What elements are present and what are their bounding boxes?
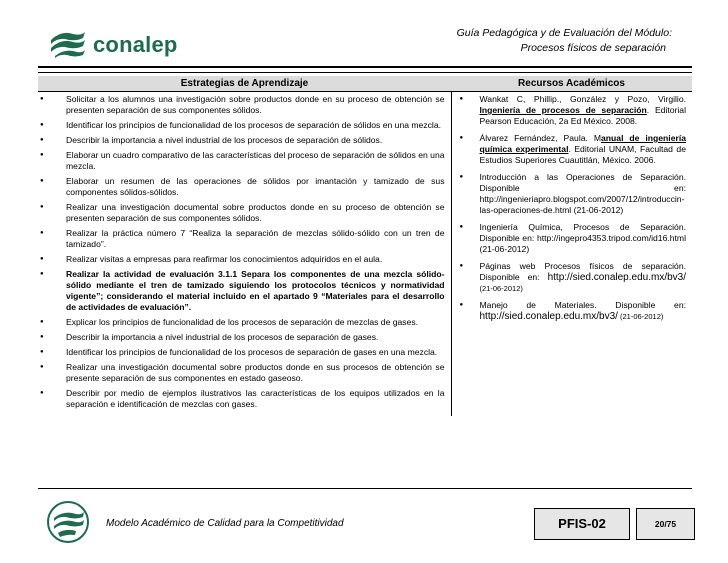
resources-list [452, 92, 693, 330]
resource-item [460, 133, 687, 166]
resource-item [460, 300, 687, 322]
strategy-item: ● Describir la importancia a nivel industrial de los procesos de separación de gases. [38, 332, 445, 343]
strategy-item: ● Realizar una investigación documental sobre productos donde en sus procesos de obtención se presente separación de sus componentes en estado gaseoso. [38, 362, 445, 384]
document-code-box: PFIS-02 [534, 508, 630, 540]
strategy-item: ● Explicar los principios de funcionalidad de los procesos de separación de mezclas de gases. [38, 317, 445, 328]
resource-text: . Editorial Pearson Educación, 2a Ed México. 2008. [479, 105, 686, 126]
footer-rule [38, 488, 692, 489]
resource-book-title: Ingeniería de procesos de separación [479, 105, 647, 115]
resources-cell [451, 92, 692, 417]
page-number-box: 20/75 [636, 508, 695, 540]
strategy-item: ● Elaborar un cuadro comparativo de las características del proceso de separación de sólidos en una mezcla. [38, 150, 445, 172]
header-rule-thin [38, 72, 692, 73]
resource-link[interactable]: http://sied.conalep.edu.mx/bv3/ [479, 311, 618, 322]
resource-date: (21-06-2012) [617, 312, 664, 321]
resource-book-title: anual de ingeniería química experimental [479, 133, 686, 154]
strategies-resources-table [38, 76, 692, 416]
strategy-item: ● Realizar visitas a empresas para reafirmar los conocimientos adquiridos en el aula. [38, 254, 445, 265]
strategy-item: ● Realizar la práctica número 7 “Realiza la separación de mezclas sólido-sólido con un tren de tamizado”. [38, 228, 445, 250]
strategy-item: ● Solicitar a los alumnos una investigación sobre productos donde en su proceso de obtención se presenten separación de sus componentes sólidos. [38, 94, 445, 116]
conalep-emblem-icon [47, 28, 87, 60]
strategy-item: ● Realizar una investigación documental sobre productos donde en su proceso de obtención se presenten separación de sus componentes sólidos. [38, 202, 445, 224]
header-guide-title: Guía Pedagógica y de Evaluación del Módulo: [456, 27, 672, 39]
resource-text: Wankat C, Phillip., González y Pozo, Virgilio. [479, 94, 686, 104]
document-header [457, 26, 672, 56]
resource-item: ● Ingeniería Química, Procesos de Separación. Disponible en: http://ingepro4353.tripod.com/id16.html (21-06-2012) [460, 222, 687, 255]
header-module-name: Procesos físicos de separación [520, 42, 666, 54]
strategies-list [38, 92, 451, 416]
strategy-item: ● Describir por medio de ejemplos ilustrativos las características de los equipos utilizados en la separación e identificación de mezclas con gases. [38, 388, 445, 410]
strategy-item: ● Describir la importancia a nivel industrial de los procesos de separación de sólidos. [38, 135, 445, 146]
resource-text: Álvarez Fernández, Paula. M [479, 133, 602, 143]
strategies-cell [38, 92, 451, 417]
conalep-logo [47, 28, 177, 62]
resources-header: Recursos Académicos [451, 76, 692, 92]
strategies-header: Estrategias de Aprendizaje [38, 76, 451, 92]
resource-item [460, 94, 687, 127]
resource-item: ● Introducción a las Operaciones de Separación. Disponible en: http://ingenieriapro.blogspot.com/2007/12/introduccin-las-operaciones-de.html (21-06-2012) [460, 172, 687, 216]
strategy-item-evaluation: ● Realizar la actividad de evaluación 3.1.1 Separa los componentes de una mezcla sólido-sólido mediante el tren de tamizado siguiendo los protocolos técnicos y normatividad vigente”; considerando el material incluido en el apartado 9 “Materiales para el desarrollo de actividades de evaluación”. [38, 269, 445, 313]
conalep-logo-text: conalep [93, 32, 178, 57]
resource-link[interactable]: http://sied.conalep.edu.mx/bv3/ [547, 272, 686, 283]
footer-model-text: Modelo Académico de Calidad para la Competitividad [106, 518, 344, 529]
resource-item [460, 261, 687, 294]
resource-text: . Editorial UNAM, Facultad de Estudios Superiores Cuautitlán, México. 2006. [479, 144, 686, 165]
strategy-item: ● Elaborar un resumen de las operaciones de sólidos por imantación y tamizado de sus componentes sólidos-sólidos. [38, 176, 445, 198]
conalep-footer-emblem-icon [46, 500, 90, 544]
resource-date: (21-06-2012) [479, 284, 523, 293]
strategy-item: ● Identificar los principios de funcionalidad de los procesos de separación de sólidos en una mezcla. [38, 120, 445, 131]
strategy-item: ● Identificar los principios de funcionalidad de los procesos de separación de gases en una mezcla. [38, 347, 445, 358]
header-rule [38, 66, 692, 68]
resource-text: Páginas web Procesos físicos de separación. Disponible en: [479, 261, 686, 282]
resource-text: Manejo de Materiales. Disponible en: [479, 300, 686, 310]
